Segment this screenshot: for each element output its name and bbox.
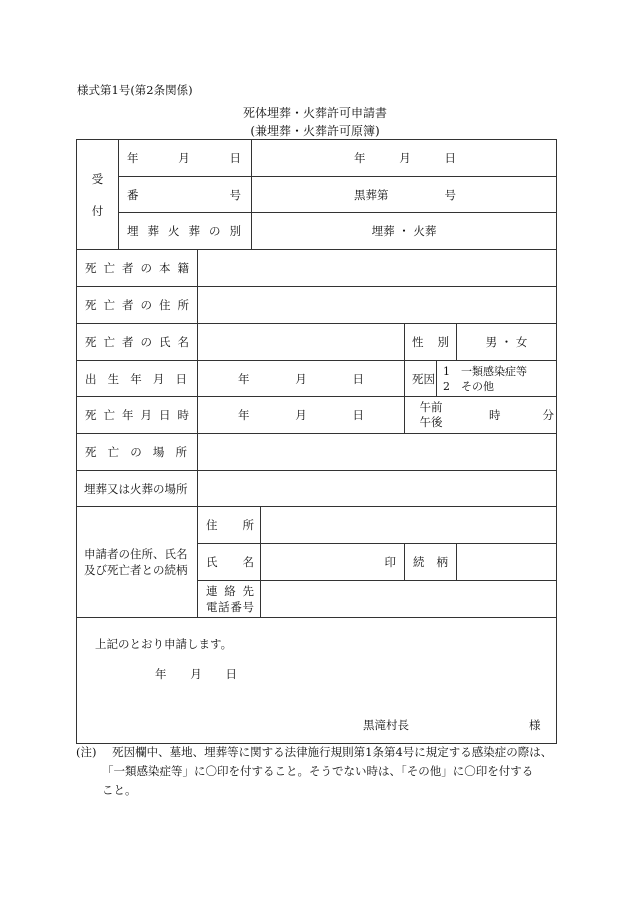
cause-option-other[interactable]: 2 その他: [443, 379, 494, 393]
deceased-address-label: 死 亡 者 の 住 所: [77, 287, 198, 324]
am-option[interactable]: 午前: [419, 400, 443, 414]
declaration-date[interactable]: 年 月 日: [155, 667, 237, 681]
footnote-line-1: 死因欄中、墓地、埋葬等に関する法律施行規則第1条第4号に規定する感染症の際は、: [112, 745, 553, 759]
domicile-label: 死 亡 者 の 本 籍: [77, 250, 198, 287]
deceased-name-label: 死 亡 者 の 氏 名: [77, 324, 198, 361]
receipt-type-label: 埋 葬 火 葬 の 別: [119, 213, 252, 250]
death-datetime-label: 死 亡 年 月 日 時: [77, 397, 198, 434]
cause-label: 死 因: [405, 361, 437, 397]
deceased-address-field[interactable]: [198, 287, 557, 324]
applicant-address-label: 住 所: [198, 507, 261, 544]
cause-option-infectious[interactable]: 1 一類感染症等: [443, 364, 527, 378]
contact-label: 連 絡 先 電 話 番 号: [198, 581, 261, 618]
relation-label: 続 柄: [405, 544, 457, 581]
receipt-number-label: 番 号: [119, 177, 252, 213]
application-form-table: [76, 139, 557, 744]
death-place-label: 死 亡 の 場 所: [77, 434, 198, 471]
pm-option[interactable]: 午後: [419, 415, 443, 429]
sex-label: 性 別: [405, 324, 457, 361]
domicile-field[interactable]: [198, 250, 557, 287]
relation-field[interactable]: [457, 544, 557, 581]
footnote-line-2: 「一類感染症等」に〇印を付すること。そうでない時は、「その他」に〇印を付する: [102, 764, 534, 778]
receipt-group-label: 受 付: [77, 140, 119, 250]
form-title: 死体埋葬・火葬許可申請書: [242, 106, 387, 120]
applicant-group-label: 申請者の住所、氏名 及び死亡者との続柄: [77, 507, 198, 618]
burial-place-label: 埋葬又は火葬の場所: [77, 471, 198, 507]
applicant-name-field[interactable]: [261, 544, 405, 581]
form-subtitle: (兼埋葬・火葬許可原簿): [250, 124, 380, 138]
receipt-type-field[interactable]: 埋葬 ・ 火葬: [252, 213, 557, 250]
applicant-name-label: 氏 名: [198, 544, 261, 581]
declaration-text: 上記のとおり申請します。: [95, 637, 233, 651]
applicant-address-field[interactable]: [261, 507, 557, 544]
birth-date-field[interactable]: 年 月 日: [198, 361, 405, 397]
receipt-number-field[interactable]: 黒葬第 号: [252, 177, 557, 213]
seal-mark: 印: [384, 555, 396, 569]
footnote-prefix: (注): [76, 745, 97, 759]
declaration-section: [77, 618, 557, 744]
death-place-field[interactable]: [198, 434, 557, 471]
cause-options[interactable]: [437, 361, 557, 397]
addressee: 黒滝村長: [363, 718, 409, 732]
footnote-line-3: こと。: [102, 783, 137, 797]
death-date-field[interactable]: 年 月 日: [198, 397, 405, 434]
death-time-field[interactable]: 午前 午後 時 分: [405, 397, 557, 434]
footnote: [76, 743, 561, 800]
receipt-date-label: 年 月 日: [119, 140, 252, 177]
contact-field[interactable]: [261, 581, 557, 618]
receipt-date-field[interactable]: 年 月 日: [252, 140, 557, 177]
sex-field[interactable]: 男 ・ 女: [457, 324, 557, 361]
burial-place-field[interactable]: [198, 471, 557, 507]
deceased-name-field[interactable]: [198, 324, 405, 361]
honorific: 様: [529, 718, 541, 732]
birth-date-label: 出 生 年 月 日: [77, 361, 198, 397]
form-number: 様式第1号(第2条関係): [77, 83, 193, 97]
